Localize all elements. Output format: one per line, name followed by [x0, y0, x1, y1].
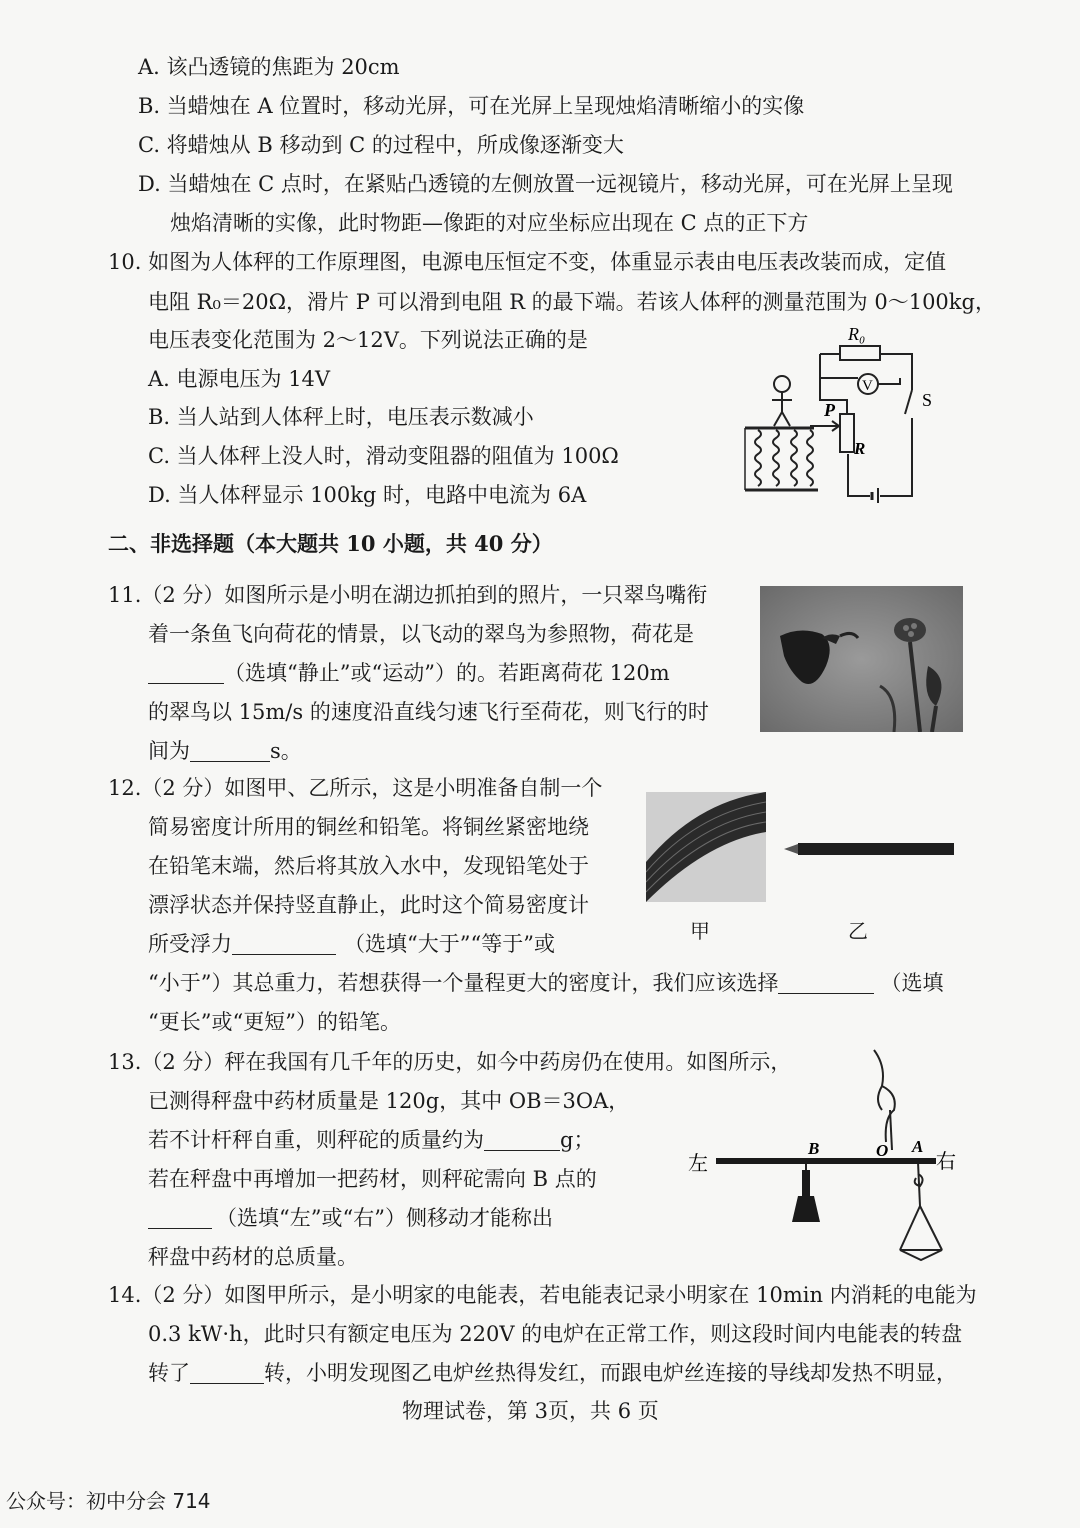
q14-line1: 14.（2 分）如图甲所示，是小明家的电能表，若电能表记录小明家在 10min 内消耗的电能为	[108, 1283, 977, 1307]
q13-line5: （选填“左”或“右”）侧移动才能称出	[148, 1199, 553, 1237]
left-label: 左	[688, 1151, 708, 1175]
q10-stem-line3: 电压表变化范围为 2～12V。下列说法正确的是	[148, 328, 588, 352]
q13-line4: 若在秤盘中再增加一把药材，则秤砣需向 B 点的	[148, 1167, 597, 1191]
q9-option-d: D. 当蜡烛在 C 点时，在紧贴凸透镜的左侧放置一远视镜片，移动光屏，可在光屏上呈现	[138, 172, 953, 196]
r0-label: R₀	[848, 324, 866, 344]
q11-answer-blank-1[interactable]	[148, 659, 224, 684]
q14-answer-blank-1[interactable]	[190, 1359, 264, 1384]
q10-option-b: B. 当人站到人体秤上时，电压表示数减小	[148, 405, 534, 429]
switch-label: S	[922, 390, 933, 410]
pencil-image	[784, 838, 956, 860]
q11-answer-blank-2[interactable]	[190, 737, 270, 762]
q13-line6: 秤盘中药材的总质量。	[148, 1245, 358, 1269]
q10-option-a: A. 电源电压为 14V	[148, 367, 331, 391]
q13-answer-blank-1[interactable]	[484, 1126, 560, 1151]
point-a-label: A	[912, 1137, 924, 1156]
right-label: 右	[936, 1149, 956, 1173]
q13-line2: 已测得秤盘中药材质量是 120g，其中 OB＝3OA，	[148, 1089, 630, 1113]
q10-stem-line1: 10. 如图为人体秤的工作原理图，电源电压恒定不变，体重显示表由电压表改装而成，定值	[108, 250, 947, 274]
q9-option-c: C. 将蜡烛从 B 移动到 C 的过程中，所成像逐渐变大	[138, 133, 624, 157]
q9-option-b: B. 当蜡烛在 A 位置时，移动光屏，可在光屏上呈现烛焰清晰缩小的实像	[138, 94, 805, 118]
q11-line4: 的翠鸟以 15m/s 的速度沿直线匀速飞行至荷花，则飞行的时	[148, 700, 709, 724]
q12-answer-blank-2[interactable]	[778, 969, 874, 994]
kingfisher-lotus-photo	[760, 586, 963, 732]
q9-option-d-cont: 烛焰清晰的实像，此时物距—像距的对应坐标应出现在 C 点的正下方	[170, 211, 809, 235]
q11-line3: （选填“静止”或“运动”）的。若距离荷花 120m	[148, 654, 670, 692]
point-o-label: O	[876, 1141, 889, 1160]
q14-line3: 转了 转，小明发现图乙电炉丝热得发红，而跟电炉丝连接的导线却发热不明显，	[148, 1361, 957, 1385]
q13-line1: 13.（2 分）秤在我国有几千年的历史，如今中药房仍在使用。如图所示，	[108, 1050, 792, 1074]
body-scale-circuit-diagram	[740, 318, 960, 503]
q13-line3: 若不计杆秤自重，则秤砣的质量约为 g；	[148, 1128, 595, 1152]
q9-option-a: A. 该凸透镜的焦距为 20cm	[138, 55, 400, 79]
q10-option-d: D. 当人体秤显示 100kg 时，电路中电流为 6A	[148, 483, 587, 507]
point-b-label: B	[808, 1139, 820, 1158]
steelyard-balance-diagram	[686, 1046, 966, 1262]
q12-line4: 漂浮状态并保持竖直静止，此时这个简易密度计	[148, 893, 589, 917]
q11-line5: 间为 s。	[148, 739, 302, 763]
q12-line7: “更长”或“更短”）的铅笔。	[148, 1010, 401, 1034]
section-heading: 二、非选择题（本大题共 10 小题，共 40 分）	[108, 531, 553, 556]
q10-stem-line2: 电阻 R₀＝20Ω，滑片 P 可以滑到电阻 R 的最下端。若该人体秤的测量范围为 0～100kg，	[148, 290, 996, 314]
slider-label: P	[824, 400, 835, 420]
q12-line5: 所受浮力 （选填“大于”“等于”或	[148, 932, 555, 956]
figure-label-yi: 乙	[848, 919, 868, 943]
q13-answer-blank-2[interactable]	[148, 1204, 212, 1229]
q12-answer-blank-1[interactable]	[232, 930, 336, 955]
q12-line3: 在铅笔末端，然后将其放入水中，发现铅笔处于	[148, 854, 589, 878]
q12-line6: “小于”）其总重力，若想获得一个量程更大的密度计，我们应该选择 （选填	[148, 971, 944, 995]
figure-label-jia: 甲	[690, 919, 710, 943]
q11-line1: 11.（2 分）如图所示是小明在湖边抓拍到的照片，一只翠鸟嘴衔	[108, 583, 708, 607]
watermark-text: 公众号：初中分会 714	[6, 1489, 211, 1513]
copper-wire-photo	[646, 792, 766, 902]
q12-line2: 简易密度计所用的铜丝和铅笔。将铜丝紧密地绕	[148, 815, 589, 839]
q11-line2: 着一条鱼飞向荷花的情景，以飞动的翠鸟为参照物，荷花是	[148, 622, 694, 646]
q14-line2: 0.3 kW·h，此时只有额定电压为 220V 的电炉在正常工作，则这段时间内电能表的转盘	[148, 1322, 963, 1346]
page-footer: 物理试卷，第 3页，共 6 页	[402, 1399, 659, 1423]
q12-line1: 12.（2 分）如图甲、乙所示，这是小明准备自制一个	[108, 776, 603, 800]
q10-option-c: C. 当人体秤上没人时，滑动变阻器的阻值为 100Ω	[148, 444, 619, 468]
resistor-label: R	[854, 439, 866, 458]
voltmeter-label: V	[862, 378, 873, 394]
